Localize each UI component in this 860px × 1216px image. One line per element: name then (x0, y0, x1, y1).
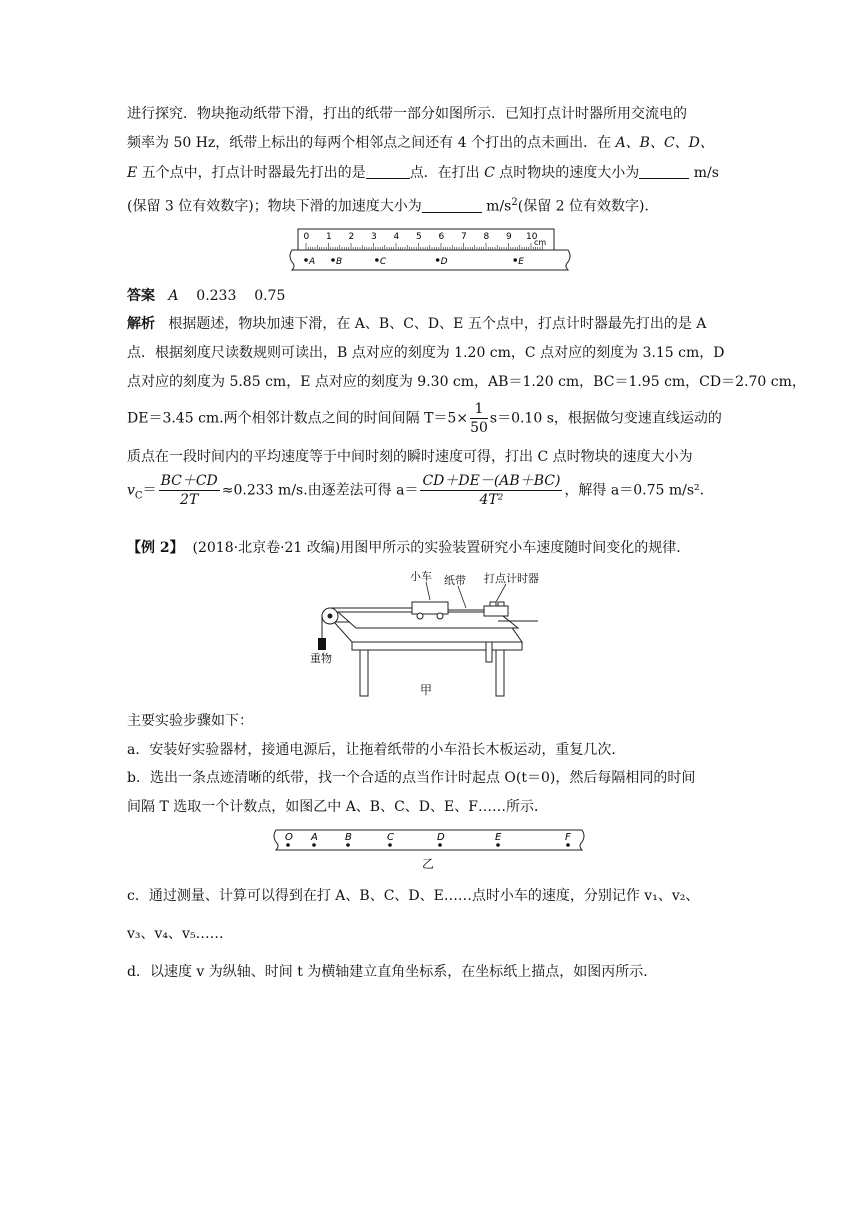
equals-sign: ＝ (142, 482, 157, 499)
tape-yi-point (566, 843, 570, 847)
intro-point-e: E (127, 165, 138, 181)
ruler-tick-label: 8 (483, 232, 490, 242)
tape-yi-point-label: O (285, 832, 293, 843)
answer-blank-1 (366, 164, 410, 179)
step-b-line-1: b．选出一条点迹清晰的纸带，找一个合适的点当作计时起点 O(t＝0)，然后每隔相同的时间 (127, 770, 696, 786)
tape-yi-point (388, 843, 392, 847)
velocity-subscript: C (134, 490, 143, 502)
label-tape: 纸带 (444, 574, 466, 587)
step-b-line-2: 间隔 T 选取一个计数点，如图乙中 A、B、C、D、E、F……所示． (127, 799, 548, 815)
answer-blank-3 (422, 198, 482, 213)
tape-point (375, 258, 379, 262)
fraction-acceleration-num: CD＋DE－(AB＋BC) (422, 473, 561, 489)
figure-yi-caption: 乙 (422, 857, 435, 871)
ruler-tick-label: 10 (526, 232, 538, 242)
label-weight: 重物 (310, 652, 332, 665)
answer-value-1: A (168, 288, 179, 304)
intro-line-3-text-2: 点．在打出 (409, 165, 485, 181)
ruler-tick-label: 4 (393, 232, 400, 242)
ruler (298, 229, 554, 250)
analysis-line-6 (127, 472, 737, 514)
example-text: (2018·北京卷·21 改编)用图甲所示的实验装置研究小车速度随时间变化的规律． (192, 540, 691, 556)
weight-block (318, 638, 326, 650)
answer-value-2: 0.233 (196, 288, 237, 304)
tape-point-label: C (379, 257, 387, 267)
analysis-line-1 (127, 314, 737, 334)
step-c-line-2: v₃、v₄、v₅…… (127, 926, 224, 942)
intro-line-4-text: (保留 3 位有效数字)；物块下滑的加速度大小为 (127, 198, 422, 215)
tape-yi-point-label: B (345, 832, 352, 843)
fraction-denominator: 50 (470, 420, 488, 436)
tape-yi-point-label: C (387, 832, 394, 843)
tape-yi-point (496, 843, 500, 847)
intro-line-4-text-2: (保留 2 位有效数字)． (517, 198, 659, 215)
answer-value-3: 0.75 (254, 288, 286, 304)
paper-tape (290, 250, 570, 270)
ruler-tick-label: 0 (303, 232, 310, 242)
tape-yi-point (438, 843, 442, 847)
fraction-velocity-den: 2T (180, 492, 199, 508)
ruler-unit: cm (534, 238, 547, 247)
analysis-text-6b: ，解得 a＝0.75 m/s². (564, 482, 705, 499)
tape-point (513, 258, 517, 262)
fraction-velocity-num: BC＋CD (160, 473, 218, 489)
answer-line (127, 286, 737, 306)
example-line (127, 538, 737, 558)
tape-yi-figure (270, 826, 590, 872)
ruler-tape-figure (288, 226, 574, 272)
answer-blank-2 (639, 164, 689, 179)
intro-line-3 (127, 163, 737, 183)
fraction-velocity (159, 472, 220, 509)
intro-sup-2: 2 (511, 197, 518, 208)
ruler-tick-label: 9 (506, 232, 512, 242)
intro-points: A、B、C、D、 (615, 135, 714, 151)
tape-point-label: A (309, 257, 316, 267)
label-car: 小车 (410, 570, 432, 583)
fraction-acceleration (420, 472, 562, 509)
tape-yi-point-label: E (495, 832, 502, 843)
tape-yi-point-label: A (311, 832, 318, 843)
fraction-numerator: 1 (470, 400, 488, 419)
tape-yi-point (346, 843, 350, 847)
tape-yi-point-label: D (437, 832, 445, 843)
example-tag: 【例 2】 (127, 540, 184, 556)
figure-jia-caption: 甲 (420, 683, 433, 697)
tape-point (331, 258, 335, 262)
tape-point-label: E (518, 257, 524, 267)
answer-label: 答案 (127, 288, 155, 304)
analysis-text-1: 根据题述，物块加速下滑，在 A、B、C、D、E 五个点中，打点计时器最先打出的是 A (168, 316, 707, 332)
velocity-symbol: v (127, 482, 135, 499)
intro-line-2-text: 频率为 50 Hz，纸带上标出的每两个相邻点之间还有 4 个打出的点未画出．在 (127, 135, 616, 151)
analysis-text-6a: ≈0.233 m/s.由逐差法可得 a＝ (221, 482, 419, 499)
tape-point-label: D (440, 257, 448, 267)
intro-unit-ms2: m/s (481, 198, 512, 215)
step-d: d．以速度 v 为纵轴、时间 t 为横轴建立直角坐标系，在坐标纸上描点，如图丙所示． (127, 964, 658, 980)
ruler-tick-label: 2 (348, 232, 355, 242)
analysis-line-4 (127, 400, 737, 437)
fraction-acceleration-den: 4T² (479, 492, 504, 508)
intro-line-2 (127, 133, 737, 153)
analysis-text-4a: DE＝3.45 cm.两个相邻计数点之间的时间间隔 T＝5× (127, 410, 469, 427)
intro-line-3-text-3: 点时物块的速度大小为 (494, 165, 640, 181)
ruler-tick-label: 1 (326, 232, 332, 242)
timer (484, 602, 508, 616)
analysis-line-5: 质点在一段时间内的平均速度等于中间时刻的瞬时速度可得，打出 C 点时物块的速度大小为 (127, 449, 693, 465)
tape-yi-point (286, 843, 290, 847)
analysis-label: 解析 (127, 316, 155, 332)
fraction-1-50 (470, 400, 488, 437)
step-a: a．安装好实验器材，接通电源后，让拖着纸带的小车沿长木板运动，重复几次． (127, 742, 626, 758)
steps-heading: 主要实验步骤如下： (127, 713, 253, 729)
tape-point-label: B (336, 257, 343, 267)
ruler-tick-label: 7 (461, 232, 467, 242)
intro-unit-ms: m/s (689, 165, 719, 181)
label-timer: 打点计时器 (484, 572, 539, 585)
intro-point-c: C (484, 165, 495, 181)
tape-point (436, 258, 440, 262)
analysis-line-2: 点．根据刻度尺读数规则可读出，B 点对应的刻度为 1.20 cm，C 点对应的刻度为 3.15 cm，D (127, 345, 725, 361)
intro-line-4 (127, 193, 737, 217)
intro-line-1: 进行探究．物块拖动纸带下滑，打出的纸带一部分如图所示．已知打点计时器所用交流电的 (127, 106, 687, 122)
ruler-tick-label: 6 (438, 232, 445, 242)
intro-line-3-text: 五个点中，打点计时器最先打出的是 (137, 165, 366, 181)
ruler-tick-label: 5 (416, 232, 422, 242)
tape-yi-point-label: F (565, 832, 571, 843)
step-c-line-1: c．通过测量、计算可以得到在打 A、B、C、D、E……点时小车的速度，分别记作 v₁、v₂、 (127, 888, 700, 904)
ruler-tick-label: 3 (371, 232, 377, 242)
tape-yi-point (312, 843, 316, 847)
tape-point (304, 258, 308, 262)
experiment-setup-figure (308, 566, 544, 702)
analysis-text-4b: s＝0.10 s，根据做匀变速直线运动的 (489, 410, 722, 427)
analysis-line-3: 点对应的刻度为 5.85 cm，E 点对应的刻度为 9.30 cm，AB＝1.20 cm，BC＝1.95 cm，CD＝2.70 cm， (127, 374, 806, 390)
